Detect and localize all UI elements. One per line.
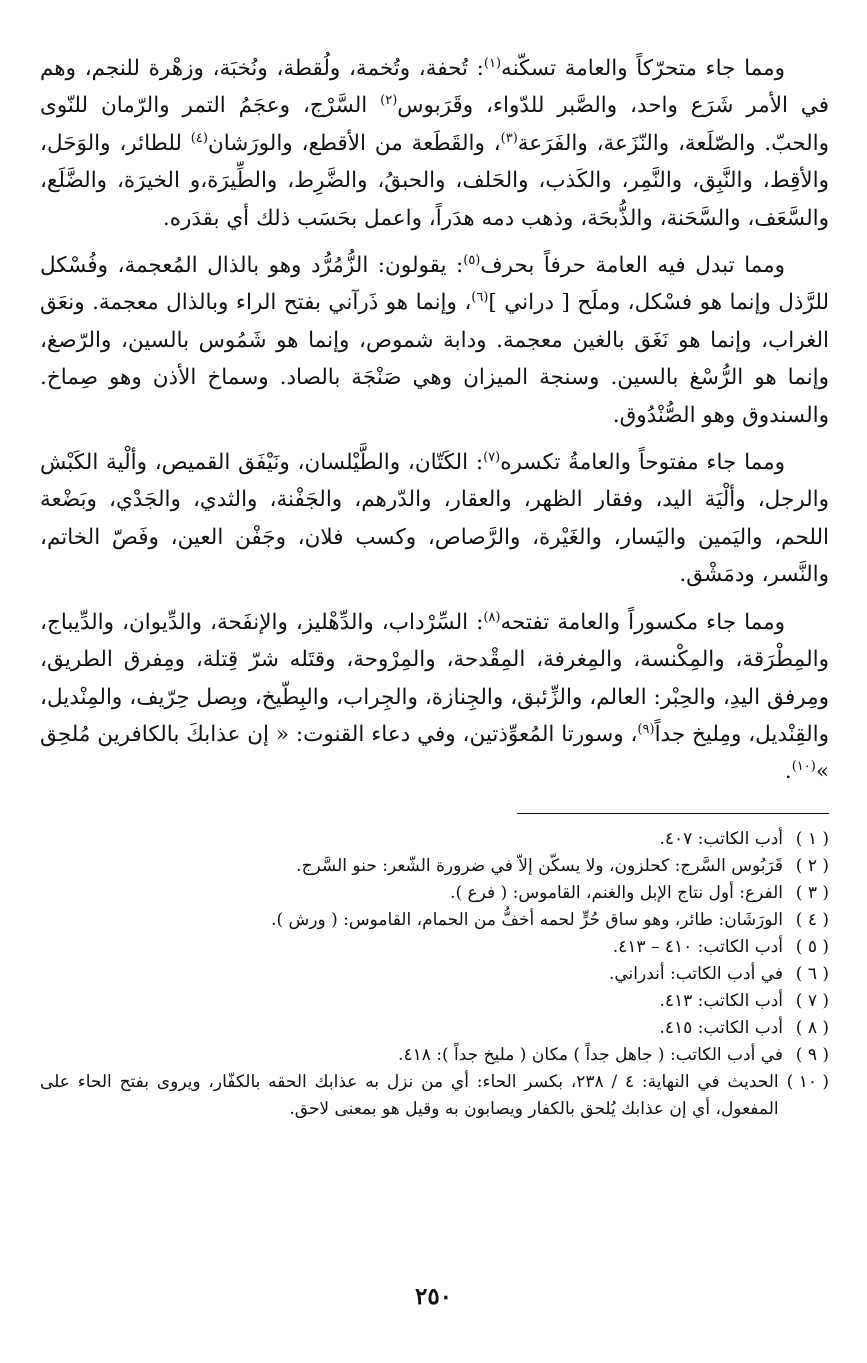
footnote-number: ( ٦ )	[795, 963, 829, 984]
paragraph-text: : الكَتّان، والطَّيْلسان، ونَيْفَق القميص، وألْية الكَبْش والرجل، وألْيَة اليد، وفقار الظهر، والعقار، والدّرهم، والجَفْنة، والثدي، والجَدْي، وبَضْعة اللحم، واليَمين واليَسار، والغَيْرة، والرَّصاص، وكسب فلان، وجَفْن العين، وفَصّ الخاتم، والنَّسر، ودمَشْق.	[40, 450, 829, 588]
paragraph-text: ، والقَطَعة من الأقطع، والورَشان	[207, 130, 501, 156]
footnote-number: ( ٤ )	[795, 909, 829, 930]
footnote-text: الحديث في النهاية: ٤ / ٢٣٨، بكسر الحاء: أي من نزل به عذابك الحقه بالكفّار، ويروى بفتح الحاء على المفعول، أي إن عذابك يُلحق بالكفار ويصابون به وقيل هو بمعنى لاحق.	[40, 1071, 779, 1119]
footnote-reference: (٦)	[471, 290, 489, 306]
footnote	[40, 1042, 829, 1069]
paragraph-text: ومما جاء مكسوراً والعامة تفتحه	[500, 609, 785, 635]
page-number: ٢٥٠	[414, 1283, 453, 1310]
footnote	[40, 880, 829, 907]
footnote-number: ( ٣ )	[795, 882, 829, 903]
footnote-number: ( ١٠ )	[786, 1071, 829, 1092]
paragraph-text: السَّرْج، وعجَمُ التمر والرّمان للنّوى والحبّ. والصّلَعة، والنّزَعة، والفَرَعة	[40, 93, 829, 156]
footnote-separator	[517, 813, 829, 814]
footnote-text: الفرع: أول نتاج الإبل والغنم، القاموس: ( فرع ).	[450, 882, 783, 903]
footnote-reference: (٢)	[380, 93, 398, 109]
footnote-number: ( ٥ )	[795, 936, 829, 957]
footnote-number: ( ٧ )	[795, 990, 829, 1011]
paragraph-text: ومما تبدل فيه العامة حرفاً بحرف	[480, 253, 785, 279]
footnote-number: ( ٨ )	[795, 1017, 829, 1038]
footnote-text: أدب الكاتب: ٤١٣.	[659, 990, 783, 1011]
paragraph	[40, 247, 829, 434]
footnote	[40, 988, 829, 1015]
footnote-number: ( ٢ )	[795, 855, 829, 876]
footnote-number: ( ١ )	[795, 828, 829, 849]
footnote-reference: (١)	[483, 55, 502, 71]
footnote	[40, 1015, 829, 1042]
paragraph	[40, 604, 829, 791]
footnote-text: الورَشَان: طائر، وهو ساق حُرٍّ لحمه أخفُّ من الحمام، القاموس: ( ورش ).	[271, 909, 783, 930]
footnote-text: قَرَبُوس السَّرج: كحلزون، ولا يسكّن إلاّ في ضرورة الشّعر: حنو السَّرج.	[296, 855, 783, 876]
footnote-reference: (٧)	[483, 449, 501, 465]
footnote	[40, 826, 829, 853]
footnote-reference: (٣)	[500, 130, 518, 146]
footnote-text: أدب الكاتب: ٤١٥.	[659, 1017, 783, 1038]
paragraph-text: : السِّرْداب، والدِّهْليز، والإنفَحة، والدِّيوان، والدِّيباج، والمِطْرَقة، والمِكْنسة، والمِغرفة، المِقْدحة، والمِرْوحة، وقتَله شرّ قِتلة، ومِفرق الطريق، ومِرفق اليدِ، والحِبْر: العالم، والزِّئبق، والجِنازة، والجِراب، والبِطّيخ، وبِصل حِرّيف، والمِنْديل، والقِنْديل، ومِليخ جداً	[40, 609, 829, 747]
footnote-reference: (٥)	[463, 252, 481, 268]
main-text	[40, 50, 829, 791]
footnote	[40, 961, 829, 988]
footnote-reference: (٩)	[637, 721, 655, 737]
footnote-text: في أدب الكاتب: ( جاهل جداً ) مكان ( مليخ جداً ): ٤١٨.	[398, 1044, 783, 1065]
paragraph-text: .	[784, 759, 792, 785]
footnote-text: أدب الكاتب: ٤٠٧.	[659, 828, 783, 849]
footnote-text: أدب الكاتب: ٤١٠ – ٤١٣.	[612, 936, 783, 957]
footnote-text: في أدب الكاتب: أندراني.	[608, 963, 783, 984]
paragraph-text: : يقولون: الزُّمُرُّد وهو بالذال المُعجمة، وفُسْكل للرَّذل وإنما هو فسْكل، وملَح [ دراني ]	[40, 253, 830, 316]
paragraph-text: ومما جاء متحرّكاً والعامة تسكّنه	[501, 56, 785, 81]
footnote	[40, 907, 829, 934]
footnote-reference: (٤)	[190, 130, 208, 146]
footnote	[40, 934, 829, 961]
paragraph-text: ومما جاء مفتوحاً والعامةُ تكسره	[500, 450, 785, 476]
footnote-number: ( ٩ )	[795, 1044, 829, 1065]
paragraph	[40, 444, 829, 594]
footnote-reference: (١٠)	[791, 759, 816, 775]
footnote	[40, 1069, 829, 1123]
footnote	[40, 853, 829, 880]
paragraph-text: ، وإنما هو ذَرآني بفتح الراء وبالذال معجمة. ونعَق الغراب، وإنما هو نَغَق بالغين معجمة. ودابة شموص، وإنما هو شَمُوس بالسين، والرّصغ، وإنما هو الرُّسْغ بالسين. وسنجة الميزان وهي صَنْجَة بالصاد. وسماخ الأذن وهو صِماخ. والسندوق وهو الصُّنْدُوق.	[40, 290, 829, 428]
paragraph-text: للطائر، والوَحَل، والأقِط، والنَّبِق، والنَّمِر، والكَذب، والحَلف، والحبقُ، والضَّرِط، والطِّيرَة،و الخيرَة، والضَّلَع، والسَّعَف، والسَّحَنة، والذُّبحَة، وذهب دمه هدَراً، واعمل بحَسَب ذلك أي بقدَره.	[40, 130, 829, 231]
paragraph	[40, 50, 829, 237]
paragraph-text: ، وسورتا المُعوِّذتين، وفي دعاء القنوت: « إن عذابكَ بالكافرين مُلحِق »	[40, 721, 829, 785]
footnote-reference: (٨)	[483, 609, 501, 625]
paragraph-text: : تُحفة، وتُخمة، ولُقطة، ونُخبَة، وزهْرة للنجم، وهم في الأمر شَرَع واحد، والصَّبر للدّواء، وقَرَبوس	[40, 56, 829, 119]
footnotes	[40, 826, 829, 1123]
